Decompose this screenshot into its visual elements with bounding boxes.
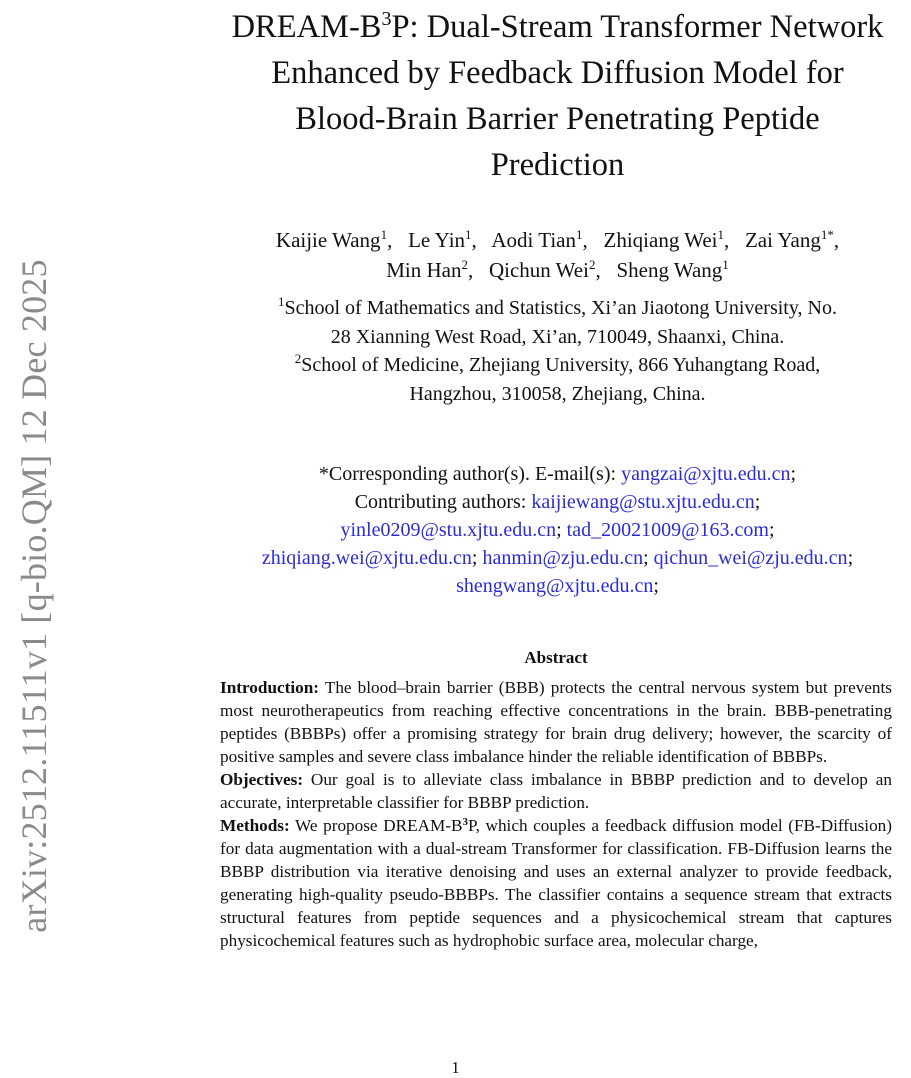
author-affiliation-mark: 1 (576, 227, 583, 242)
title-line3: Blood-Brain Barrier Penetrating Peptide (295, 101, 820, 137)
email-link[interactable]: zhiqiang.wei@xjtu.edu.cn (261, 547, 472, 569)
affiliation-line: 28 Xianning West Road, Xi’an, 710049, Shaanxi, China. (330, 326, 785, 348)
author-list (195, 225, 911, 285)
author-affiliation-mark: 1* (820, 227, 834, 242)
email-link[interactable]: shengwang@xjtu.edu.cn (456, 575, 654, 597)
introduction-text: The blood–brain barrier (BBB) protects the central nervous system but prevents most neurotherapeutics from reaching effective concentrations in the brain. BBB-penetrating peptides (BBBPs) offer a promising strategy for brain drug delivery; however, the scarcity of positive samples and severe class imbalance hinder the reliable identification of BBBPs. (220, 678, 892, 766)
objectives-text: Our goal is to alleviate class imbalance in BBBP prediction and to develop an accurate, interpretable classifier for BBBP prediction. (220, 770, 892, 812)
affiliation-mark: 2 (294, 351, 302, 366)
arxiv-stamp: arXiv:2512.11511v1 [q-bio.QM] 12 Dec 2025 (14, 259, 54, 933)
email-link[interactable]: qichun_wei@zju.edu.cn (653, 547, 848, 569)
contributing-label: Contributing authors: (354, 491, 527, 513)
methods-text: We propose DREAM-B (289, 816, 463, 835)
abstract-objectives (220, 768, 892, 814)
author-name: Min Han (386, 258, 462, 282)
author-separator: , (471, 228, 488, 252)
methods-superscript: 3 (462, 816, 468, 828)
title-line1-rest: P: Dual-Stream Transformer Network (391, 9, 884, 45)
author-affiliation-mark: 1 (717, 227, 724, 242)
author-affiliation-mark: 2 (588, 257, 596, 272)
author-affiliation-mark: 1 (380, 227, 388, 242)
contact-block: *Corresponding author(s). E-mail(s): yangzai@xjtu.edu.cn; Contributing authors: kaijiewang@stu.xjtu.edu.cn; yinle0209@stu.xjtu.edu.cn; tad_20021009@163.com; zhiqiang.wei@xjtu.edu.cn; hanmin@zju.edu.cn; qichun_wei@zju.edu.cn; shengwang@xjtu.edu.cn; (261, 463, 854, 597)
affiliation-line: School of Medicine, Zhejiang University, 866 Yuhangtang Road, (301, 354, 821, 376)
title-line4: Prediction (490, 147, 625, 183)
objectives-label: Objectives: (220, 770, 304, 789)
affiliation-line: Hangzhou, 310058, Zhejiang, China. (409, 383, 706, 405)
introduction-label: Introduction: (220, 678, 320, 697)
abstract-methods (220, 814, 892, 952)
corresponding-email-link[interactable]: yangzai@xjtu.edu.cn (621, 463, 791, 485)
email-link[interactable]: kaijiewang@stu.xjtu.edu.cn (531, 491, 755, 513)
author-separator: , (595, 258, 612, 282)
author-separator: , (833, 228, 840, 252)
affiliation-1 (195, 294, 911, 352)
affiliation-mark: 1 (277, 294, 285, 309)
author-name: Sheng Wang (616, 258, 723, 282)
author-name: Qichun Wei (488, 258, 589, 282)
author-name: Zhiqiang Wei (603, 228, 718, 252)
author-separator: , (387, 228, 403, 252)
email-link[interactable]: hanmin@zju.edu.cn (482, 547, 644, 569)
title-prefix: DREAM-B (231, 9, 382, 45)
email-link[interactable]: tad_20021009@163.com (566, 519, 769, 541)
methods-label: Methods: (220, 816, 290, 835)
author-separator: , (582, 228, 599, 252)
affiliation-line: School of Mathematics and Statistics, Xi’an Jiaotong University, No. (284, 297, 837, 319)
author-separator: , (467, 258, 484, 282)
author-separator: , (723, 228, 740, 252)
paper-title (195, 4, 911, 188)
methods-text: P, which couples a feedback diffusion model (FB-Diffusion) for data augmentation with a dual-stream Transformer for classification. FB-Diffusion learns the BBBP distribution via iterative denoising and uses an external analyzer to provide feedback, generating high-quality pseudo-BBBPs. The classifier contains a sequence stream that extracts structural features from peptide sequences and a physicochemical stream that captures physicochemical features such as hydrophobic surface area, molecular charge, (220, 816, 892, 950)
email-link[interactable]: yinle0209@stu.xjtu.edu.cn (340, 519, 557, 541)
title-line2: Enhanced by Feedback Diffusion Model for (271, 55, 844, 91)
affiliation-2 (195, 351, 911, 409)
page-number: 1 (451, 1058, 460, 1077)
author-name: Le Yin (408, 228, 466, 252)
author-name: Aodi Tian (491, 228, 576, 252)
abstract-body (220, 676, 892, 952)
abstract-introduction (220, 676, 892, 768)
title-superscript: 3 (381, 8, 392, 30)
author-affiliation-mark: 1 (465, 227, 472, 242)
author-name: Kaijie Wang (275, 228, 381, 252)
abstract-heading: Abstract (524, 648, 588, 667)
author-name: Zai Yang (744, 228, 821, 252)
author-affiliation-mark: 2 (461, 257, 468, 272)
author-affiliation-mark: 1 (722, 257, 729, 272)
corresponding-label: *Corresponding author(s). E-mail(s): (318, 463, 617, 485)
